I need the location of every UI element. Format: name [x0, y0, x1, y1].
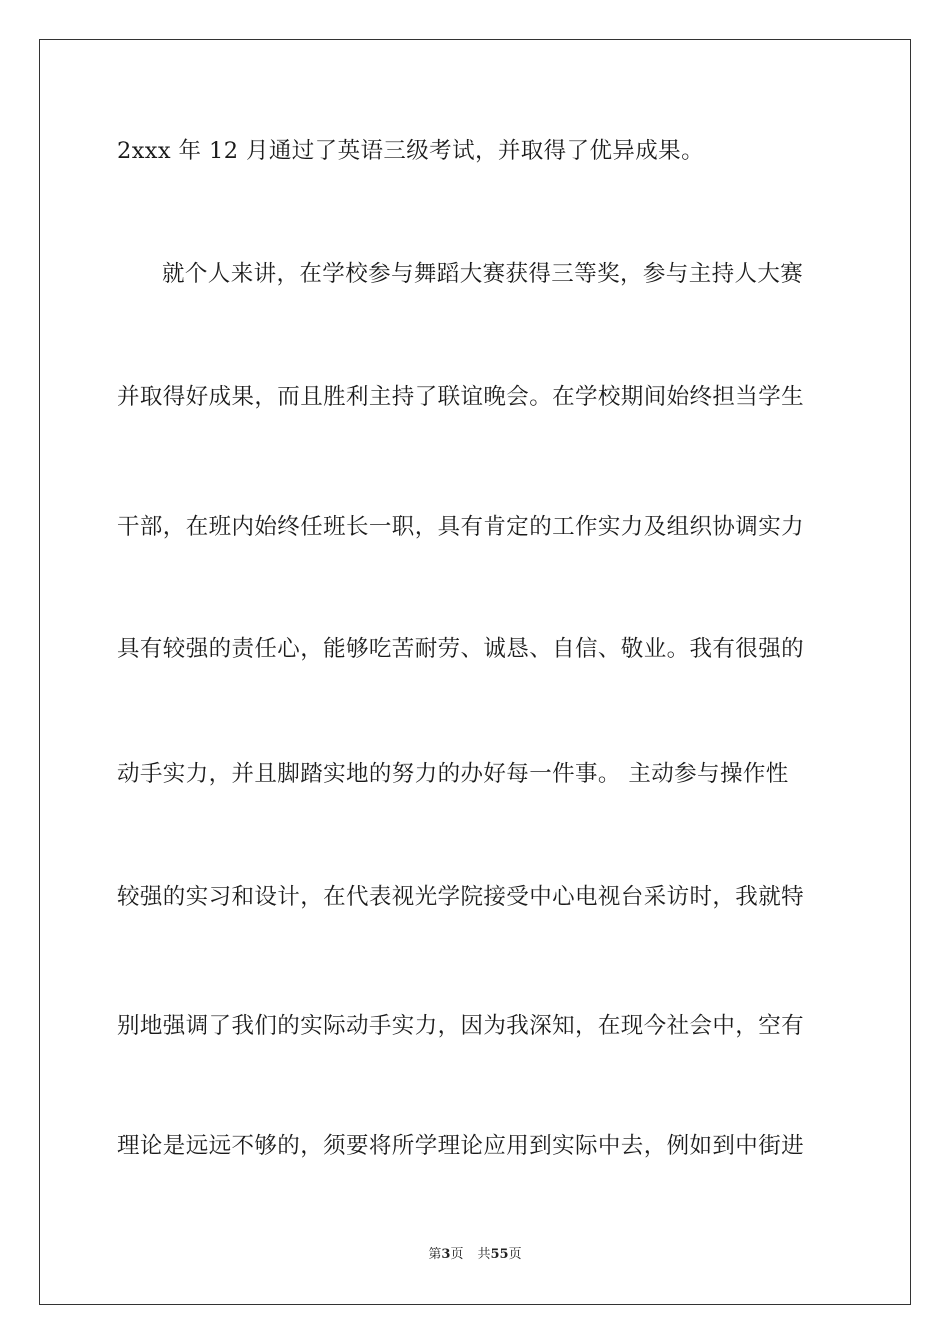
page-border [39, 39, 911, 1305]
total-pages: 55 [490, 1247, 509, 1262]
text-line: 较强的实习和设计，在代表视光学院接受中心电视台采访时，我就特 [117, 884, 805, 910]
text-line: 干部，在班内始终任班长一职，具有肯定的工作实力及组织协调实力 [117, 514, 805, 540]
page-suffix: 页 [450, 1247, 464, 1262]
text-line: 动手实力，并且脚踏实地的努力的办好每一件事。 主动参与操作性 [117, 761, 789, 787]
page-prefix: 第 [428, 1247, 442, 1262]
paragraph-start-line: 就个人来讲，在学校参与舞蹈大赛获得三等奖，参与主持人大赛 [162, 261, 804, 287]
page-number: 3 [441, 1247, 451, 1262]
text-line: 别地强调了我们的实际动手实力，因为我深知，在现今社会中，空有 [117, 1013, 805, 1039]
total-prefix: 共 [477, 1247, 491, 1262]
text-line: 并取得好成果，而且胜利主持了联谊晚会。在学校期间始终担当学生 [117, 384, 805, 410]
text-line: 2xxx 年 12 月通过了英语三级考试，并取得了优异成果。 [117, 138, 704, 164]
text-line: 理论是远远不够的，须要将所学理论应用到实际中去，例如到中街进 [117, 1133, 805, 1159]
text-line: 具有较强的责任心，能够吃苦耐劳、诚恳、自信、敬业。我有很强的 [117, 636, 805, 662]
total-suffix: 页 [508, 1247, 522, 1262]
page-footer [0, 1246, 950, 1264]
